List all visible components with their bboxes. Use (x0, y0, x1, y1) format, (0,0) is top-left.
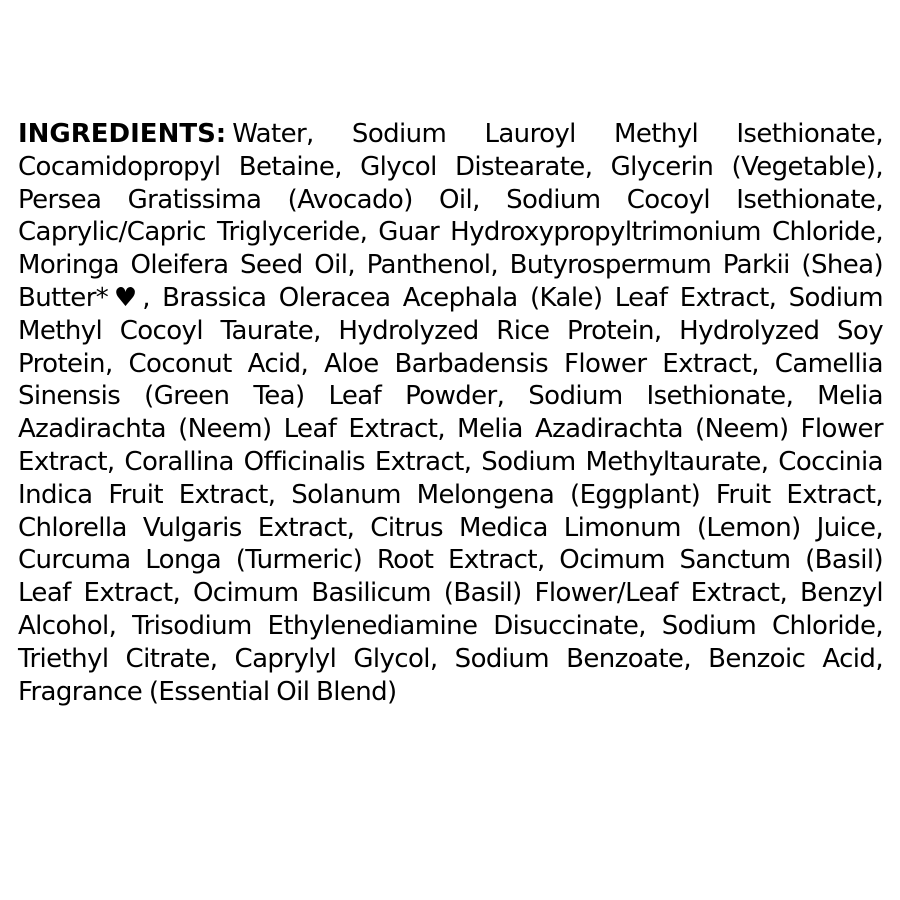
ingredients-heading: INGREDIENTS: (18, 119, 227, 149)
ingredients-list: Water, Sodium Lauroyl Methyl Isethionate, Cocamidopropyl Betaine, Glycol Distearate, Glycerin (Vegetable), Persea Gratissima (Avocado) Oil, Sodium Cocoyl Isethionate, Caprylic/Capric Triglyceride, Guar Hydroxypropyltrimonium Chloride, Moringa Oleifera Seed Oil, Panthenol, Butyrospermum Parkii (Shea) Butter*♥, Brassica Oleracea Acephala (Kale) Leaf Extract, Sodium Methyl Cocoyl Taurate, Hydrolyzed Rice Protein, Hydrolyzed Soy Protein, Coconut Acid, Aloe Barbadensis Flower Extract, Camellia Sinensis (Green Tea) Leaf Powder, Sodium Isethionate, Melia Azadirachta (Neem) Leaf Extract, Melia Azadirachta (Neem) Flower Extract, Corallina Officinalis Extract, Sodium Methyltaurate, Coccinia Indica Fruit Extract, Solanum Melongena (Eggplant) Fruit Extract, Chlorella Vulgaris Extract, Citrus Medica Limonum (Lemon) Juice, Curcuma Longa (Turmeric) Root Extract, Ocimum Sanctum (Basil) Leaf Extract, Ocimum Basilicum (Basil) Flower/Leaf Extract, Benzyl Alcohol, Trisodium Ethylenediamine Disuccinate, Sodium Chloride, Triethyl Citrate, Caprylyl Glycol, Sodium Benzoate, Benzoic Acid, Fragrance (Essential Oil Blend) (18, 119, 883, 707)
ingredients-panel (18, 118, 883, 708)
ingredients-paragraph (18, 118, 883, 708)
